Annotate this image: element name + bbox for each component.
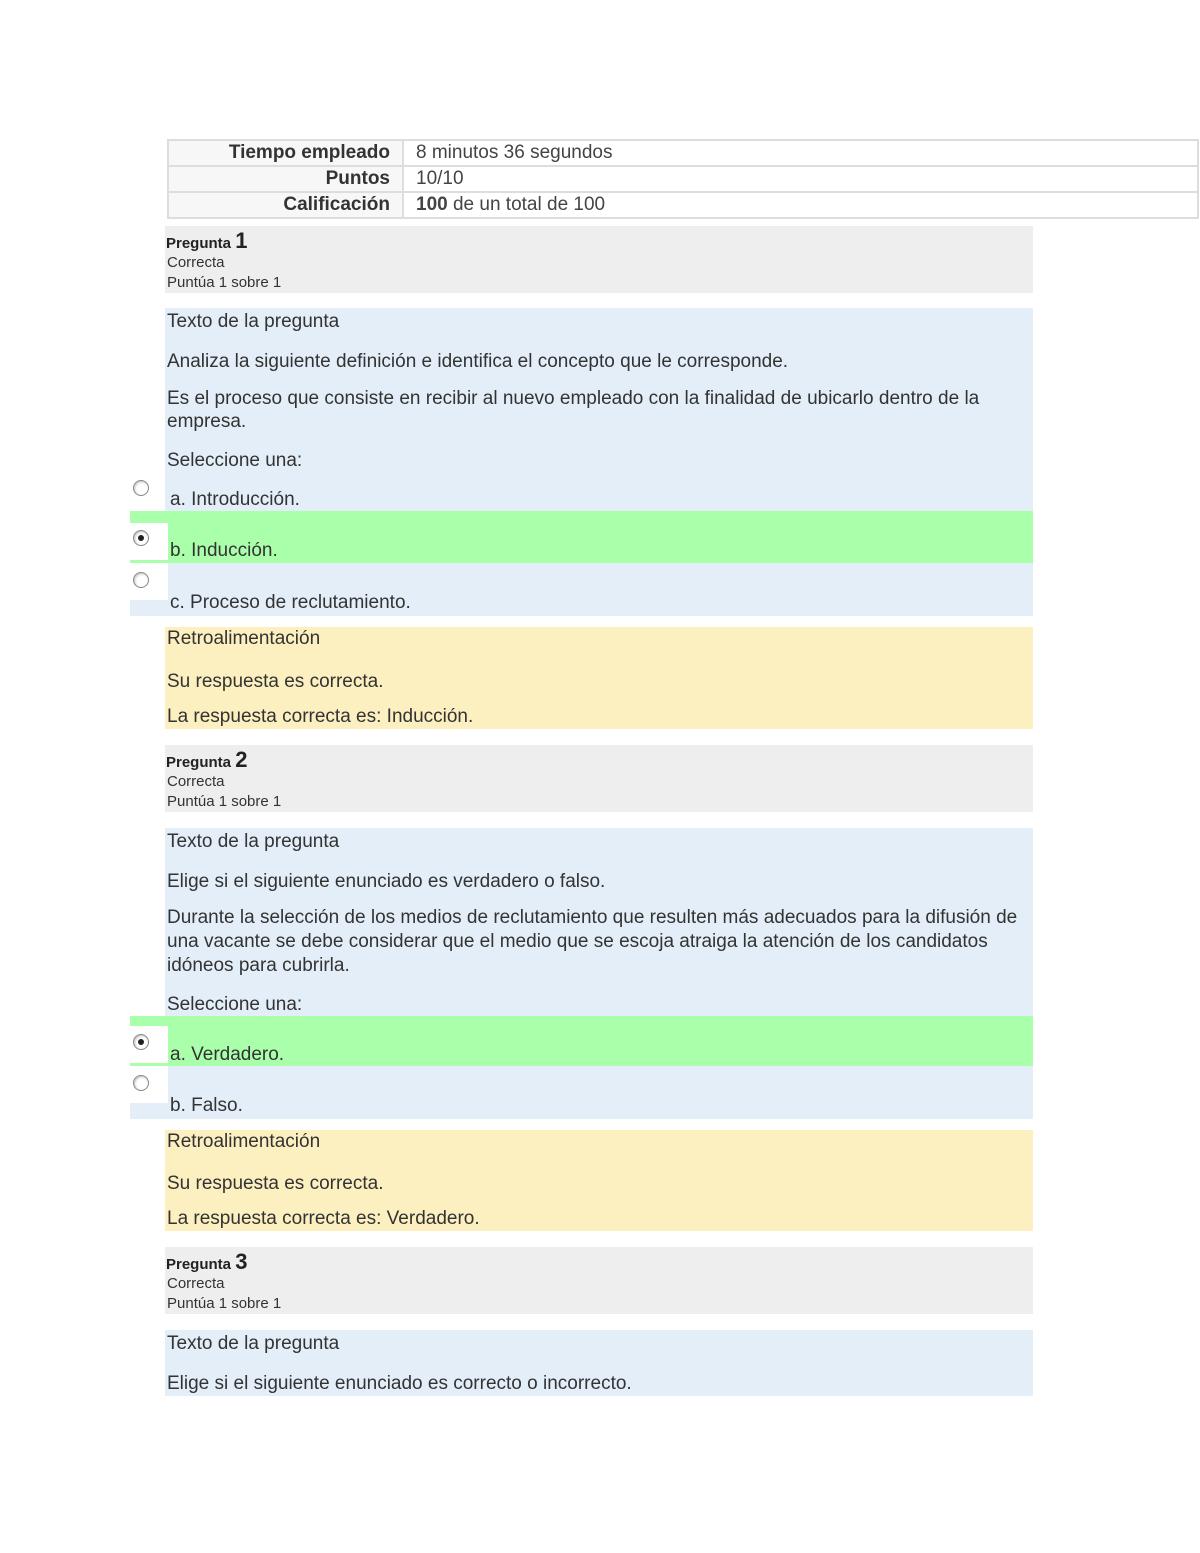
- radio-button-icon[interactable]: [133, 572, 149, 588]
- question-grade: Puntúa 1 sobre 1: [167, 793, 282, 810]
- radio-button-icon[interactable]: [133, 480, 149, 496]
- feedback-label: Retroalimentación: [167, 628, 321, 649]
- question-statement: Es el proceso que consiste en recibir al nuevo empleado con la finalidad de ubicarlo dentro de la empresa.: [167, 388, 980, 432]
- summary-row-points: [168, 166, 1198, 192]
- question-state: Correcta: [167, 254, 225, 271]
- question-grade: Puntúa 1 sobre 1: [167, 274, 282, 291]
- question-2-header: [165, 745, 1033, 812]
- answer-option-label[interactable]: b. Inducción.: [170, 540, 278, 561]
- question-number: 1: [235, 228, 248, 253]
- question-1-feedback: [165, 627, 1033, 729]
- question-grade: Puntúa 1 sobre 1: [167, 1295, 282, 1312]
- answer-option-label[interactable]: a. Introducción.: [170, 489, 300, 510]
- answer-option-label[interactable]: a. Verdadero.: [170, 1044, 285, 1065]
- summary-row-grade: [168, 192, 1198, 218]
- question-text-label: Texto de la pregunta: [167, 1333, 340, 1354]
- summary-label: Puntos: [168, 166, 403, 192]
- summary-label: Tiempo empleado: [168, 140, 403, 166]
- question-state: Correcta: [167, 773, 225, 790]
- question-prompt: Elige si el siguiente enunciado es verdadero o falso.: [167, 871, 606, 892]
- select-one-label: Seleccione una:: [167, 994, 303, 1015]
- question-number: 3: [235, 1249, 248, 1274]
- question-state: Correcta: [167, 1275, 225, 1292]
- grade-total: de un total de 100: [452, 194, 606, 215]
- feedback-correct-answer: La respuesta correcta es: Verdadero.: [167, 1208, 480, 1229]
- radio-button-icon[interactable]: [133, 1075, 149, 1091]
- feedback-label: Retroalimentación: [167, 1131, 321, 1152]
- question-2-body: [165, 828, 1033, 1016]
- question-number: 2: [235, 747, 248, 772]
- select-one-label: Seleccione una:: [167, 450, 303, 471]
- answer-option-row[interactable]: [130, 1066, 1033, 1119]
- radio-button-checked-icon[interactable]: [133, 1034, 149, 1050]
- feedback-correct-answer: La respuesta correcta es: Inducción.: [167, 706, 474, 727]
- summary-row-time: [168, 140, 1198, 166]
- question-1-header: [165, 226, 1033, 293]
- question-title: Pregunta 2: [166, 747, 248, 772]
- question-2-feedback: [165, 1130, 1033, 1231]
- question-title: Pregunta 1: [166, 228, 248, 253]
- summary-label: Calificación: [168, 192, 403, 218]
- feedback-result: Su respuesta es correcta.: [167, 1173, 384, 1194]
- grade-score: 100: [416, 194, 448, 215]
- summary-value: 10/10: [403, 166, 1198, 192]
- feedback-result: Su respuesta es correcta.: [167, 671, 384, 692]
- radio-button-checked-icon[interactable]: [133, 530, 149, 546]
- question-prompt: Analiza la siguiente definición e identifica el concepto que le corresponde.: [167, 351, 789, 372]
- question-title: Pregunta 3: [166, 1249, 248, 1274]
- answer-option-label[interactable]: c. Proceso de reclutamiento.: [170, 592, 411, 613]
- question-3-body: [165, 1330, 1033, 1396]
- question-text-label: Texto de la pregunta: [167, 311, 340, 332]
- question-text-label: Texto de la pregunta: [167, 831, 340, 852]
- question-3-header: [165, 1247, 1033, 1314]
- summary-value: [403, 192, 1198, 218]
- answer-option-label[interactable]: b. Falso.: [170, 1095, 243, 1116]
- question-statement: Durante la selección de los medios de reclutamiento que resulten más adecuados para la difusión de una vacante se debe considerar que el medio que se escoja atraiga la atención de los candidatos idóneos para cubrirla.: [167, 907, 1018, 976]
- attempt-summary-table: [167, 139, 1199, 219]
- summary-value: 8 minutos 36 segundos: [403, 140, 1198, 166]
- question-prompt: Elige si el siguiente enunciado es correcto o incorrecto.: [167, 1373, 632, 1394]
